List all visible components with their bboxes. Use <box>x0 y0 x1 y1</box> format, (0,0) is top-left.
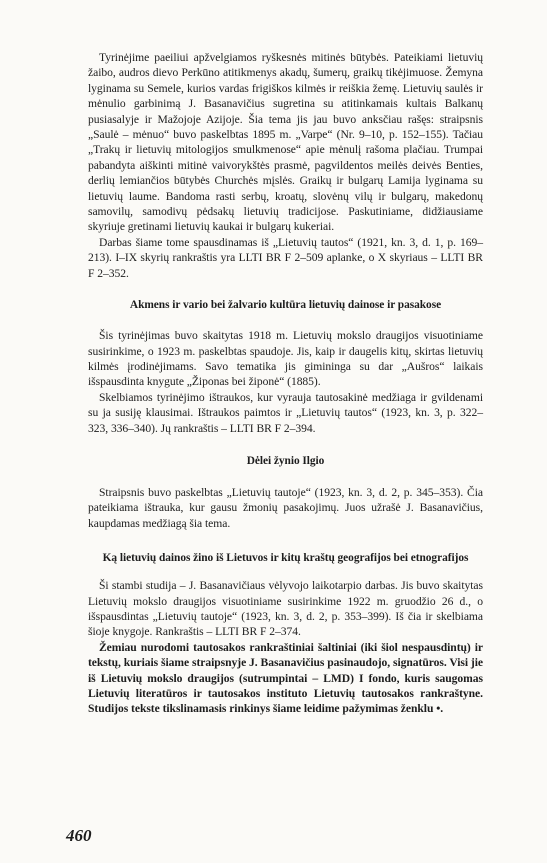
paragraph-publication-source: Darbas šiame tome spausdinamas iš „Lietuvių tautos“ (1921, kn. 3, d. 1, p. 169–213). I–IX skyrių rankraštis yra LLTI BR F 2–509 aplanke, o X skyriaus – LLTI BR F 2–352. <box>88 235 483 280</box>
paragraph-study-read-1918: Šis tyrinėjimas buvo skaitytas 1918 m. Lietuvių mokslo draugijos visuotiniame susirinkime, o 1923 m. paskelbtas spaudoje. Jis, kaip ir daugelis kitų, skirtas lietuvių kilmės įrodinėjimams. Savo tematika jis gimininga su dar „Aušros“ laikais išspausdinta knygute „Žiponas bei žiponė“ (1885). <box>88 329 483 389</box>
paragraph-manuscript-sources: Žemiau nurodomi tautosakos rankraštiniai šaltiniai (iki šiol nespausdintų) ir tekstų, kuriais šiame straipsnyje J. Basanavičius pasinaudojo, signatūros. Visi jie iš Lietuvių mokslo draugijos (sutrumpintai – LMD) I fondo, kuris saugomas Lietuvių literatūros ir tautosakos instituto Lietuvių tautosakos rankraštyne. Studijos tekste tikslinamasis rinkinys šiame leidime pažymimas ženklu •. <box>88 640 483 716</box>
section-heading-songs-geography: Ką lietuvių dainos žino iš Lietuvos ir kitų kraštų geografijos bei etnografijos <box>102 552 469 565</box>
section-heading-stone-copper-culture: Akmens ir vario bei žalvario kultūra lietuvių dainose ir pasakose <box>129 299 442 312</box>
section-heading-zynys-ilgis: Dėlei žynio Ilgio <box>246 454 325 467</box>
paragraph-mythic-beings: Tyrinėjime paeiliui apžvelgiamos ryškesnės mitinės būtybės. Pateikiami lietuvių žaibo, audros dievo Perkūno atitikmenys akadų, šumerų, graikų tikėjimuose. Žemyna lyginama su Semele, kurios vardas frigiškos kilmės ir reiškia žemę. Lietuvių saulės ir mėnulio garbinimą J. Basanavičius sugretina su atitinkamais kultais Balkanų pusiasalyje ir Mažojoje Azijoje. Šia tema jis jau buvo anksčiau rašęs: straipsnis „Saulė – mėnuo“ buvo paskelbtas 1895 m. „Varpe“ (Nr. 9–10, p. 152–155). Tačiau „Trakų ir lietuvių mitologijos smulkmenose“ apie mėnulį rašoma plačiau. Trumpai pabandyta aiškinti mitinė vaivorykštės prasmė, pagvildentos meilės deivės Benties, derlių lemiančios būtybės Churchės mįslės. Graikų ir bulgarų Lamija lyginama su lietuvių laume. Bandoma rasti serbų, kroatų, slovėnų vilų ir bulgarų, makedonų samovilų, samodivų pėdsakų lietuvių tradicijose. Paskutiniame, didžiausiame skyriuje gretinami lietuvių kaukai ir bulgarų kukeriai. <box>88 51 483 234</box>
paragraph-late-study: Ši stambi studija – J. Basanavičiaus vėlyvojo laikotarpio darbas. Jis buvo skaitytas Lietuvių mokslo draugijos visuotiniame susirinkime 1922 m. gruodžio 26 d., o išspausdintas „Lietuvių tautoje“ (1923, kn. 3, d. 2, p. 353–399). Iš čia ir skelbiama šioje knygoje. Rankraštis – LLTI BR F 2–374. <box>88 579 483 639</box>
paragraph-article-published: Straipsnis buvo paskelbtas „Lietuvių tautoje“ (1923, kn. 3, d. 2, p. 345–353). Čia pateikiama ištrauka, kur gausu žmonių pasakojimų. Juos užrašė J. Basanavičius, kaupdamas medžiagą šia tema. <box>88 485 483 530</box>
paragraph-excerpts: Skelbiamos tyrinėjimo ištraukos, kur vyrauja tautosakinė medžiaga ir gvildenami su ja susiję klausimai. Ištraukos paimtos ir „Lietuvių tautos“ (1923, kn. 3, p. 322–323, 336–340). Jų rankraštis – LLTI BR F 2–394. <box>88 390 483 435</box>
text-column <box>88 50 483 717</box>
page-number: 460 <box>66 826 92 845</box>
